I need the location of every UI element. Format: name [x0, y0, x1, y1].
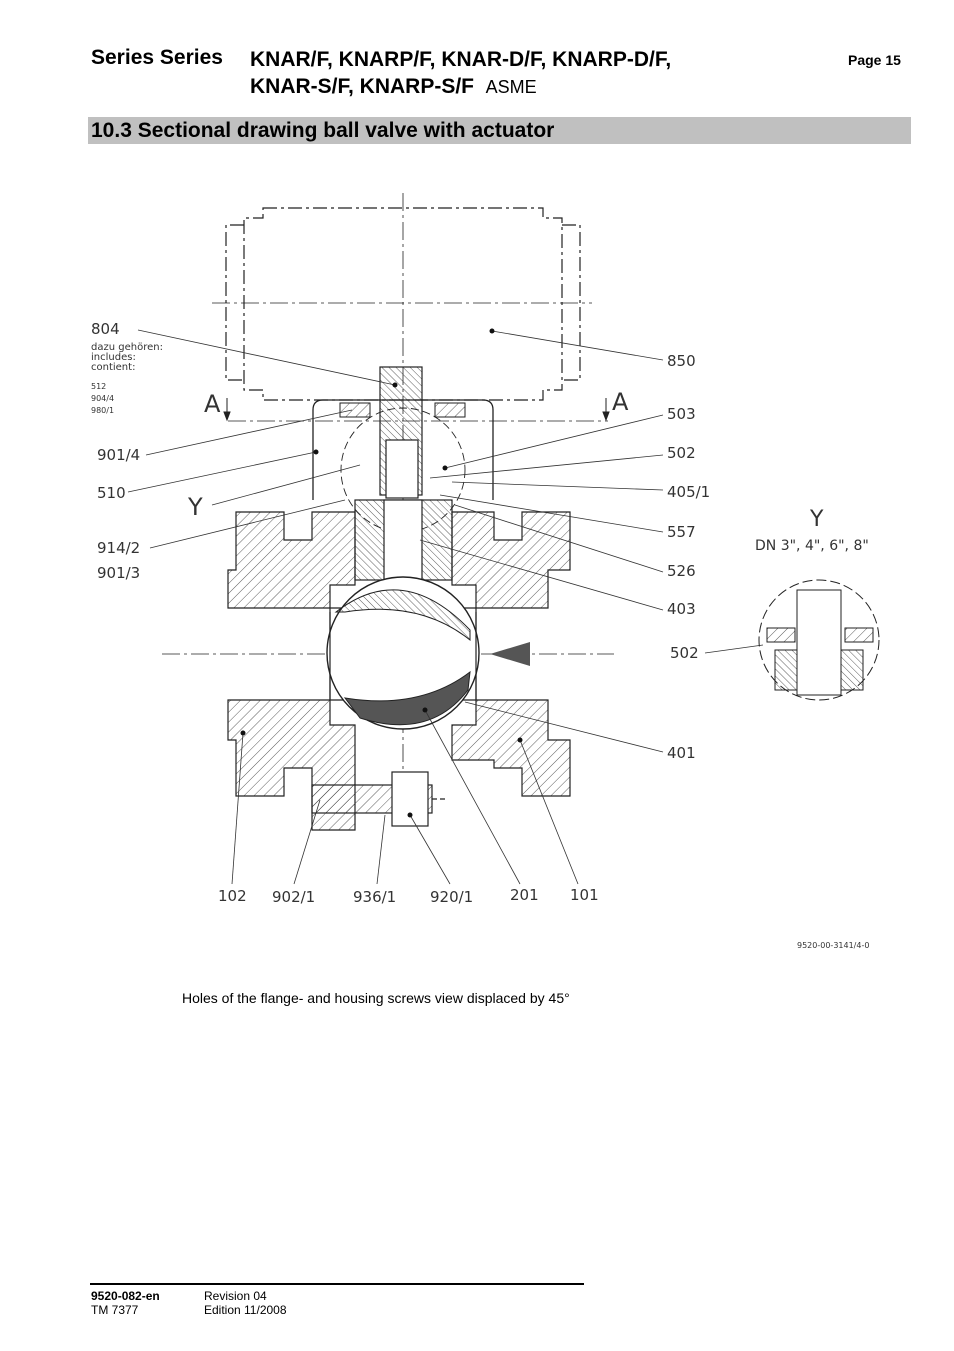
- drawing-number: 9520-00-3141/4-0: [797, 941, 870, 950]
- callout-201: 201: [510, 886, 539, 904]
- detail-sizes: DN 3", 4", 6", 8": [755, 538, 869, 554]
- callout-405-1: 405/1: [667, 483, 711, 501]
- detail-y-circle: [759, 580, 879, 700]
- footer-doc-number: 9520-082-en: [91, 1289, 160, 1303]
- callout-920-1: 920/1: [430, 888, 474, 906]
- detail-marker-y: Y: [188, 493, 203, 521]
- models-line-1: KNAR/F, KNARP/F, KNAR-D/F, KNARP-D/F,: [250, 48, 672, 71]
- callout-403: 403: [667, 600, 696, 618]
- callout-804-part-904-4: 904/4: [91, 394, 115, 403]
- figure-caption: Holes of the flange- and housing screws view displaced by 45°: [182, 990, 570, 1006]
- detail-title: Y: [810, 507, 824, 532]
- callout-101: 101: [570, 886, 599, 904]
- callout-102: 102: [218, 887, 247, 905]
- callout-936-1: 936/1: [353, 888, 397, 906]
- models-line-2-text: KNAR-S/F, KNARP-S/F: [250, 75, 474, 98]
- callout-804-part-980-1: 980/1: [91, 406, 115, 415]
- callout-901-3: 901/3: [97, 564, 141, 582]
- callout-804-note-de: dazu gehören:: [91, 342, 163, 353]
- callout-502: 502: [667, 444, 696, 462]
- callout-804: 804: [91, 320, 120, 338]
- callout-902-1: 902/1: [272, 888, 316, 906]
- footer-edition: Edition 11/2008: [204, 1303, 287, 1317]
- callout-804-part-512: 512: [91, 382, 107, 391]
- section-title: 10.3 Sectional drawing ball valve with actuator: [91, 119, 555, 142]
- callout-526: 526: [667, 562, 696, 580]
- series-prefix: Series Series: [91, 46, 223, 69]
- callout-804-note-en: includes:: [91, 352, 136, 363]
- callout-503: 503: [667, 405, 696, 423]
- callout-914-2: 914/2: [97, 539, 141, 557]
- section-marker-a-left: A: [204, 390, 221, 418]
- callout-510: 510: [97, 484, 126, 502]
- standard-label: ASME: [485, 77, 537, 97]
- footer-revision: Revision 04: [204, 1289, 267, 1303]
- callout-557: 557: [667, 523, 696, 541]
- footer-rule: [90, 1283, 584, 1285]
- callout-804-note-fr: contient:: [91, 362, 136, 373]
- footer-tm: TM 7377: [91, 1303, 139, 1317]
- page-number: Page 15: [848, 52, 901, 68]
- section-marker-a-right: A: [612, 388, 629, 416]
- callout-502-detail: 502: [670, 644, 699, 662]
- callout-901-4: 901/4: [97, 446, 141, 464]
- callout-401: 401: [667, 744, 696, 762]
- callout-850: 850: [667, 352, 696, 370]
